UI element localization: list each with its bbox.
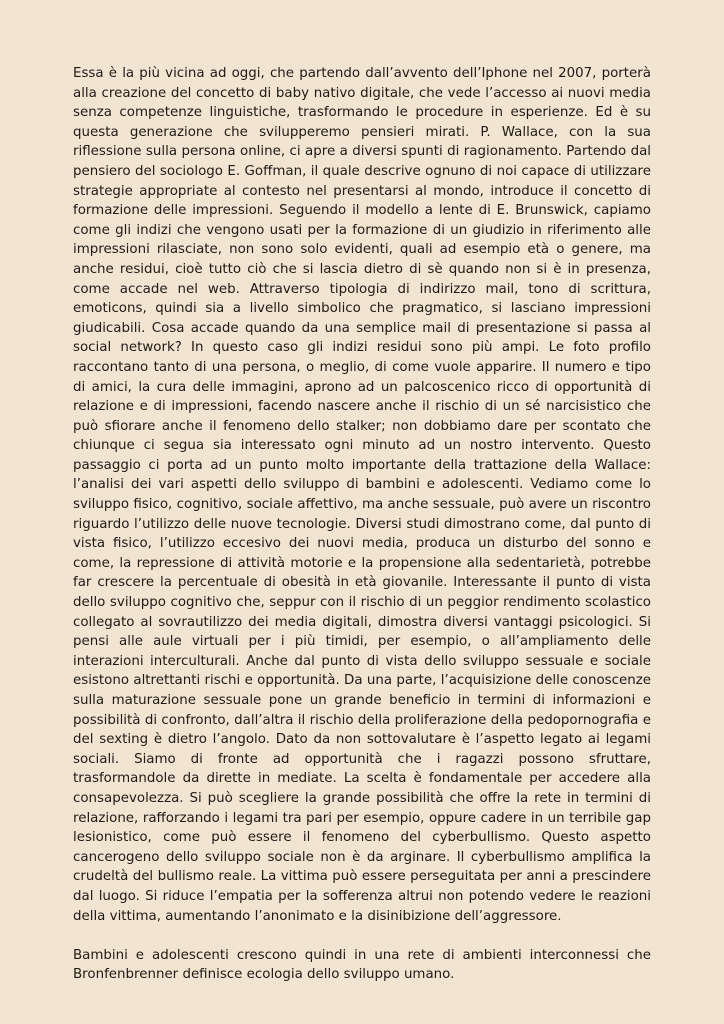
document-page bbox=[73, 64, 651, 985]
body-paragraph: Essa è la più vicina ad oggi, che partendo dall’avvento dell’Iphone nel 2007, porterà alla creazione del concetto di baby nativo digitale, che vede l’accesso ai nuovi media senza competenze linguistiche, trasformando le procedure in esperienze. Ed è su questa generazione che svilupperemo pensieri mirati. P. Wallace, con la sua riflessione sulla persona online, ci apre a diversi spunti di ragionamento. Partendo dal pensiero del sociologo E. Goffman, il quale descrive ognuno di noi capace di utilizzare strategie appropriate al contesto nel presentarsi al mondo, introduce il concetto di formazione delle impressioni. Seguendo il modello a lente di E. Brunswick, capiamo come gli indizi che vengono usati per la formazione di un giudizio in riferimento alle impressioni rilasciate, non sono solo evidenti, quali ad esempio età o genere, ma anche residui, cioè tutto ciò che si lascia dietro di sè quando non si è in presenza, come accade nel web. Attraverso tipologia di indirizzo mail, tono di scrittura, emoticons, quindi sia a livello simbolico che pragmatico, si lasciano impressioni giudicabili. Cosa accade quando da una semplice mail di presentazione si passa al social network? In questo caso gli indizi residui sono più ampi. Le foto profilo raccontano tanto di una persona, o meglio, di come vuole apparire. Il numero e tipo di amici, la cura delle immagini, aprono ad un palcoscenico ricco di opportunità di relazione e di impressioni, facendo nascere anche il rischio di un sé narcisistico che può sfiorare anche il fenomeno dello stalker; non dobbiamo dare per scontato che chiunque ci segua sia interessato ogni minuto ad un nostro intervento. Questo passaggio ci porta ad un punto molto importante della trattazione della Wallace: l’analisi dei vari aspetti dello sviluppo di bambini e adolescenti. Vediamo come lo sviluppo fisico, cognitivo, sociale affettivo, ma anche sessuale, può avere un riscontro riguardo l’utilizzo delle nuove tecnologie. Diversi studi dimostrano come, dal punto di vista fisico, l’utilizzo eccesivo dei nuovi media, produca un disturbo del sonno e come, la repressione di attività motorie e la propensione alla sedentarietà, potrebbe far crescere la percentuale di obesità in età giovanile. Interessante il punto di vista dello sviluppo cognitivo che, seppur con il rischio di un peggior rendimento scolastico collegato al sovrautilizzo dei media digitali, dimostra diversi vantaggi psicologici. Si pensi alle aule virtuali per i più timidi, per esempio, o all’ampliamento delle interazioni interculturali. Anche dal punto di vista dello sviluppo sessuale e sociale esistono altrettanti rischi e opportunità. Da una parte, l’acquisizione delle conoscenze sulla maturazione sessuale pone un grande beneficio in termini di informazioni e possibilità di confronto, dall’altra il rischio della proliferazione della pedopornografia e del sexting è dietro l’angolo. Dato da non sottovalutare è l’aspetto legato ai legami sociali. Siamo di fronte ad opportunità che i ragazzi possono sfruttare, trasformandole da dirette in mediate. La scelta è fondamentale per accedere alla consapevolezza. Si può scegliere la grande possibilità che offre la rete in termini di relazione, rafforzando i legami tra pari per esempio, oppure cadere in un terribile gap lesionistico, come può essere il fenomeno del cyberbullismo. Questo aspetto cancerogeno dello sviluppo sociale non è da arginare. Il cyberbullismo amplifica la crudeltà del bullismo reale. La vittima può essere perseguitata per anni a prescindere dal luogo. Si riduce l’empatia per la sofferenza altrui non potendo vedere le reazioni della vittima, aumentando l’anonimato e la disinibizione dell’aggressore. bbox=[73, 66, 651, 924]
body-paragraph: Bambini e adolescenti crescono quindi in una rete di ambienti interconnessi che Bronfenbrenner definisce ecologia dello sviluppo umano. bbox=[73, 947, 651, 983]
